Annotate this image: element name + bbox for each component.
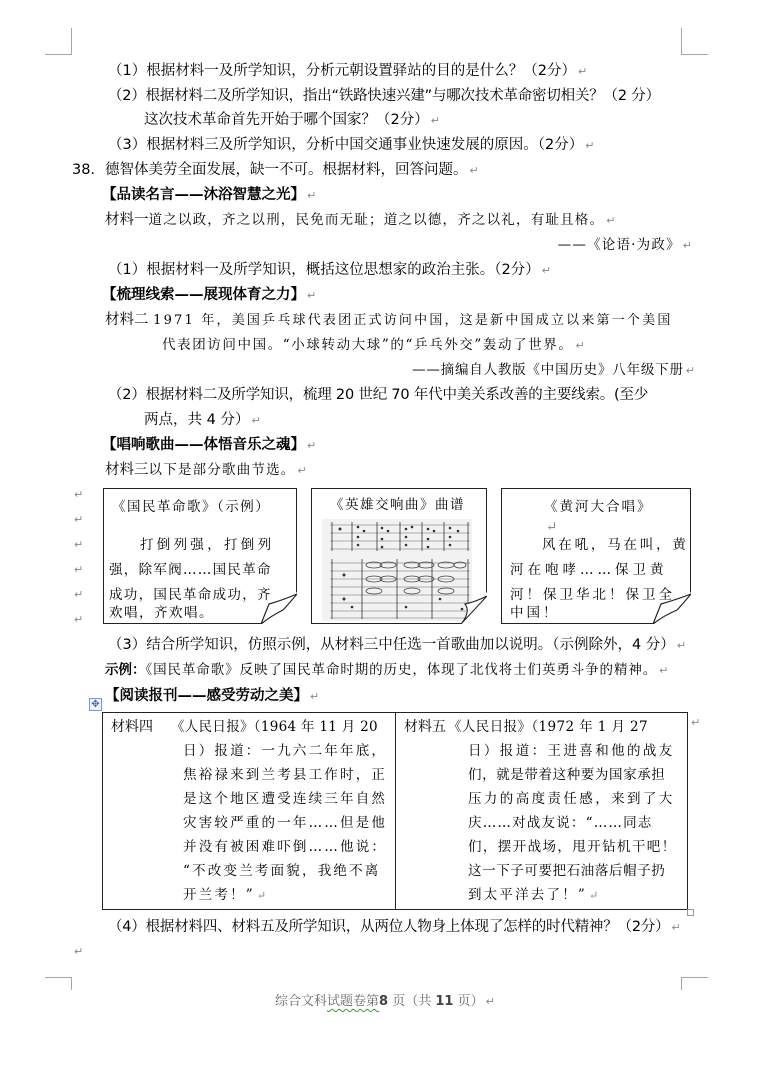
section3-question: （3）结合所学知识，仿照示例，从材料三中任选一首歌曲加以说明。（示例除外，4 分） ↵: [108, 637, 687, 653]
paragraph-mark-icon: ↵: [577, 65, 588, 78]
paragraph-mark-icon: ↵: [74, 513, 84, 526]
paragraph-mark-icon: ↵: [671, 921, 681, 934]
song-card-national-revolution: [103, 488, 297, 624]
paragraph-mark-icon: ↵: [575, 339, 585, 352]
crop-mark-bottom-left: [45, 977, 72, 990]
section2-heading: 【梳理线索——展现体育之力】 ↵: [102, 287, 317, 303]
material2-source: ——摘编自人教版《中国历史》八年级下册 ↵: [412, 362, 695, 378]
page-footer: 综合文科试题卷第8 页（共 11 页） ↵: [275, 994, 495, 1009]
paragraph-mark-icon: ↵: [74, 563, 84, 576]
section1-heading: 【品读名言——沐浴智慧之光】 ↵: [102, 187, 317, 203]
song-card-title: 《黄河大合唱》: [544, 499, 653, 515]
paragraph-mark-icon: ↵: [307, 289, 317, 302]
paragraph-mark-icon: ↵: [685, 364, 695, 377]
crop-mark-bottom-right: [681, 977, 708, 990]
song-card-eroica-score: [311, 488, 487, 624]
song-card-title: 《英雄交响曲》曲谱: [330, 497, 465, 513]
q37-question-2-cont: 这次技术革命首先开始于哪个国家？（2分） ↵: [144, 112, 440, 128]
material5-label: 材料五: [404, 719, 446, 735]
material4-line: 并没有被困难吓倒……他说：: [183, 839, 388, 855]
crop-mark-top-left: [45, 28, 72, 55]
paragraph-mark-icon: ↵: [74, 613, 84, 626]
paragraph-mark-icon: ↵: [310, 690, 320, 703]
song-lyric-line: 成功，国民革命成功，齐: [109, 587, 272, 603]
song-lyric-line: 河！保卫华北！保卫全: [510, 587, 675, 603]
page-curl-icon: [261, 592, 297, 624]
paragraph-mark-icon: ↵: [74, 488, 84, 501]
material5-line: 《人民日报》（1972 年 1 月 27: [448, 719, 649, 735]
paragraph-mark-icon: ↵: [606, 214, 616, 227]
q37-question-2: （2）根据材料二及所学知识，指出“铁路快速兴建”与哪次技术革命密切相关？（2 分）: [108, 88, 660, 104]
paragraph-mark-icon: ↵: [682, 239, 692, 252]
section2-question-line1: （2）根据材料二及所学知识，梳理 20 世纪 70 年代中美关系改善的主要线索。(至少: [108, 387, 649, 403]
paragraph-mark-icon: ↵: [546, 519, 560, 535]
material4-cell: [103, 713, 396, 910]
paragraph-mark-icon: ↵: [485, 995, 495, 1008]
material5-line: 们，就是带着这种要为国家承担: [468, 767, 666, 783]
song-card-yellow-river: [501, 488, 691, 624]
paragraph-mark-icon: ↵: [469, 164, 479, 177]
material4-line: “不改变兰考面貌，我绝不离: [183, 863, 381, 879]
material1-source: ——《论语·为政》 ↵: [557, 237, 692, 253]
material4-line: 灾害较严重的一年……但是他: [183, 815, 388, 831]
material2-line2: 代表团访问中国。“小球转动大球”的“乒乓外交”轰动了世界。 ↵: [162, 337, 585, 353]
material4-line: 日）报道：一九六二年年底，: [183, 743, 388, 759]
paragraph-mark-icon: ↵: [74, 945, 84, 958]
material5-line: 们，摆开战场，甩开钻机干吧！: [468, 839, 677, 855]
table-resize-handle[interactable]: [687, 909, 694, 916]
paragraph-mark-icon: ↵: [74, 588, 84, 601]
page-curl-icon: [461, 592, 487, 624]
material5-line: 压力的高度责任感，来到了大: [468, 791, 675, 807]
paragraph-mark-icon: ↵: [297, 464, 307, 477]
page-curl-icon: [653, 592, 691, 624]
paragraph-mark-icon: ↵: [256, 889, 269, 902]
paragraph-mark-icon: ↵: [676, 639, 687, 652]
current-page-number: 8: [379, 994, 389, 1009]
material4-label: 材料四: [111, 719, 153, 735]
paragraph-mark-icon: ↵: [589, 889, 601, 902]
song-lyric-line: 打倒列强，打倒列: [140, 537, 275, 553]
crop-mark-top-right: [681, 28, 708, 55]
material5-line: 到太平洋去了！” ↵: [468, 887, 601, 903]
material3-intro: 材料三以下是部分歌曲节选。 ↵: [105, 462, 307, 478]
section3-example: 示例：《国民革命歌》反映了国民革命时期的历史，体现了北伐将士们英勇斗争的精神。 ↵: [105, 662, 669, 678]
paragraph-mark-icon: ↵: [307, 189, 317, 202]
material2-line1: 材料二 1971 年，美国乒乓球代表团正式访问中国，这是新中国成立以来第一个美国: [105, 312, 673, 328]
paragraph-mark-icon: ↵: [691, 716, 701, 729]
paragraph-mark-icon: ↵: [659, 664, 669, 677]
musical-score-image: [322, 519, 472, 621]
paragraph-mark-icon: ↵: [541, 264, 551, 277]
materials-table: [102, 712, 688, 910]
section2-question-line2: 两点，共 4 分） ↵: [144, 412, 261, 428]
material4-line: 开兰考！” ↵: [183, 887, 269, 903]
song-card-title: 《国民革命歌》（示例）: [112, 499, 271, 515]
q37-question-1: （1）根据材料一及所学知识，分析元朝设置驿站的目的是什么？（2分） ↵: [108, 63, 588, 79]
paragraph-mark-icon: ↵: [430, 114, 440, 127]
q38-stem: 38．德智体美劳全面发展，缺一不可。根据材料，回答问题。 ↵: [72, 162, 479, 178]
song-lyric-line: 中国！: [510, 605, 560, 621]
paragraph-mark-icon: ↵: [74, 538, 84, 551]
section4-heading: 【阅读报刊——感受劳动之美】 ↵: [105, 688, 320, 704]
section1-question: （1）根据材料一及所学知识，概括这位思想家的政治主张。（2分） ↵: [108, 262, 551, 278]
material4-line: 是这个地区遭受连续三年自然: [183, 791, 388, 807]
song-lyric-line: 风在吼，马在叫，黄: [542, 537, 689, 553]
paragraph-mark-icon: ↵: [585, 139, 595, 152]
material5-line: 这一下子可要把石油落后帽子扔: [468, 863, 666, 879]
material5-line: 庆……对战友说：“……同志: [468, 815, 653, 831]
material5-line: 日）报道：王进喜和他的战友: [468, 743, 675, 759]
song-lyric-line: 河在咆哮……保卫黄: [510, 562, 668, 578]
material5-cell: [396, 713, 688, 910]
paragraph-mark-icon: ↵: [251, 414, 261, 427]
section3-heading: 【唱响歌曲——体悟音乐之魂】 ↵: [102, 437, 317, 453]
song-lyric-line: 强，除军阀……国民革命: [109, 562, 272, 578]
table-move-handle[interactable]: ✥: [89, 698, 102, 711]
material4-line: 《人民日报》（1964 年 11 月 20: [171, 719, 378, 735]
song-lyric-line: 欢唱，齐欢唱。: [109, 605, 214, 621]
total-pages: 11: [435, 994, 454, 1009]
section4-question: （4）根据材料四、材料五及所学知识，从两位人物身上体现了怎样的时代精神？（2分） ↵: [108, 919, 681, 935]
material1: 材料一道之以政，齐之以刑，民免而无耻；道之以德，齐之以礼，有耻且格。 ↵: [105, 212, 616, 228]
paragraph-mark-icon: ↵: [307, 439, 317, 452]
material4-line: 焦裕禄来到兰考县工作时，正: [183, 767, 388, 783]
q37-question-3: （3）根据材料三及所学知识，分析中国交通事业快速发展的原因。（2分） ↵: [108, 137, 595, 153]
